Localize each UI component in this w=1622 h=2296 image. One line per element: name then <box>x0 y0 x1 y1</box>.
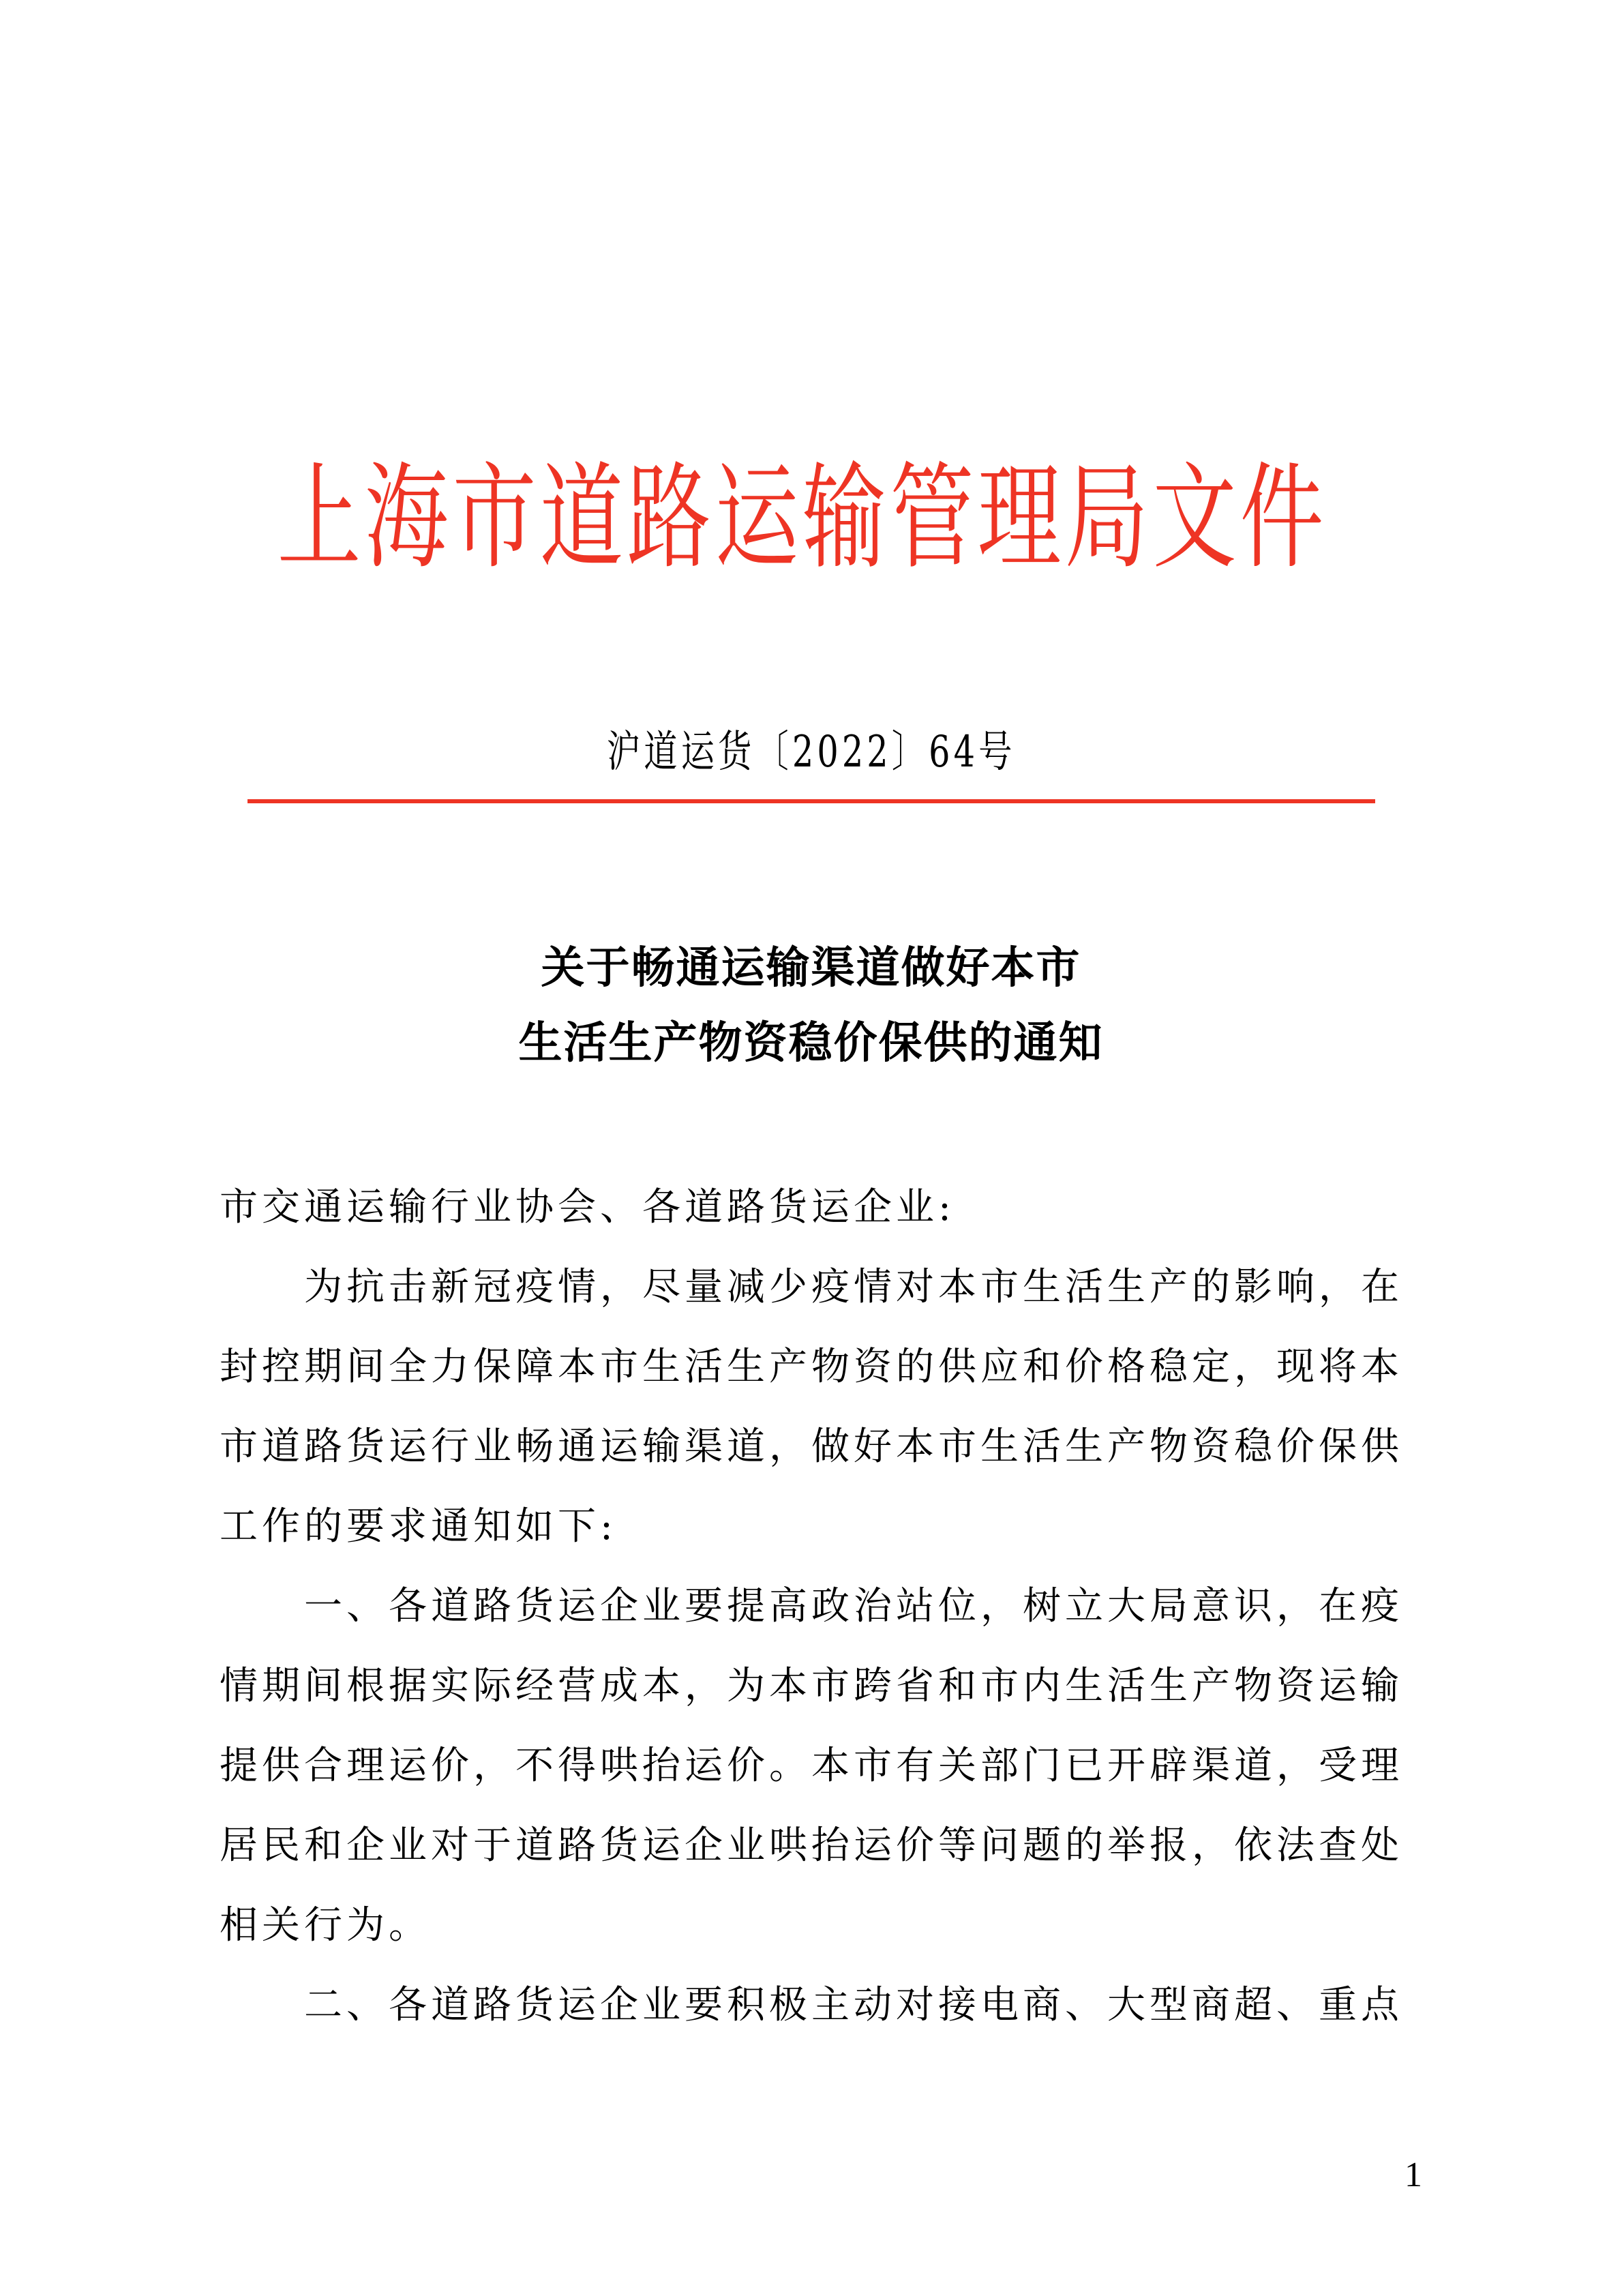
body-line: 工作的要求通知如下: <box>220 1504 617 1549</box>
body-line: 一、各道路货运企业要提高政治站位，树立大局意识，在疫 <box>304 1584 1403 1628</box>
page-number: 1 <box>1405 2156 1422 2194</box>
masthead-char: 输 <box>802 451 886 585</box>
masthead-char: 件 <box>1240 451 1324 585</box>
document-number-text: 沪道运货〔2022〕64号 <box>606 726 1016 777</box>
red-separator-rule <box>247 799 1375 803</box>
document-number <box>0 724 1622 779</box>
masthead-char: 理 <box>977 451 1062 585</box>
body-line: 提供合理运价，不得哄抬运价。本市有关部门已开辟渠道，受理 <box>220 1744 1403 1788</box>
masthead-char: 海 <box>364 451 449 585</box>
notice-title-line-1: 关于畅通运输渠道做好本市 <box>541 943 1081 994</box>
body-line: 相关行为。 <box>220 1903 431 1948</box>
body-line: 情期间根据实际经营成本，为本市跨省和市内生活生产物资运输 <box>220 1664 1403 1708</box>
body-line: 市道路货运行业畅通运输渠道，做好本市生活生产物资稳价保供 <box>220 1425 1403 1469</box>
masthead-char: 道 <box>539 451 624 585</box>
masthead-char: 管 <box>890 451 974 585</box>
masthead-char: 路 <box>627 451 711 585</box>
masthead-char: 局 <box>1064 451 1149 585</box>
body-line: 居民和企业对于道路货运企业哄抬运价等问题的举报，依法查处 <box>220 1823 1403 1868</box>
addressee-line: 市交通运输行业协会、各道路货运企业: <box>220 1185 955 1229</box>
masthead-char: 上 <box>277 451 361 585</box>
body-line: 封控期间全力保障本市生活生产物资的供应和价格稳定，现将本 <box>220 1345 1403 1389</box>
notice-title-line-2: 生活生产物资稳价保供的通知 <box>518 1018 1104 1069</box>
notice-body <box>220 1167 1420 2045</box>
body-line: 二、各道路货运企业要积极主动对接电商、大型商超、重点 <box>304 1983 1403 2027</box>
masthead-char: 市 <box>452 451 537 585</box>
body-line: 为抗击新冠疫情，尽量减少疫情对本市生活生产的影响，在 <box>304 1265 1403 1309</box>
masthead-char: 文 <box>1152 451 1237 585</box>
masthead-char: 运 <box>715 451 799 585</box>
issuing-authority-masthead <box>269 450 1324 586</box>
notice-title <box>0 931 1622 1081</box>
